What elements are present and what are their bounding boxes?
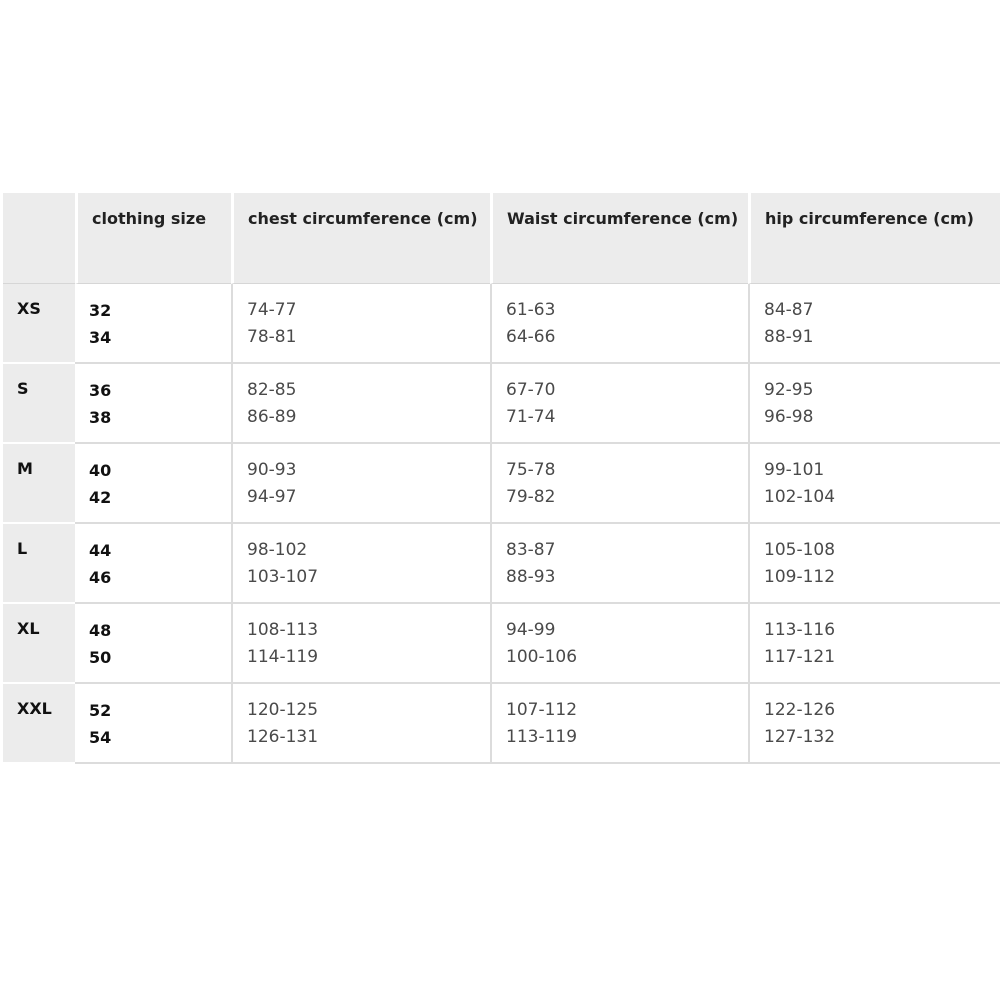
clothing-size-cell xyxy=(75,684,231,764)
clothing-size-value: 34 xyxy=(89,328,112,347)
size-label-cell: L xyxy=(3,524,75,604)
clothing-size-value: 42 xyxy=(89,488,112,507)
hip-value: 102-104 xyxy=(764,487,836,507)
clothing-size-value: 48 xyxy=(89,621,112,640)
clothing-size-value: 32 xyxy=(89,301,112,320)
chest-value: 108-113 xyxy=(247,620,319,640)
hip-cell xyxy=(748,284,1000,364)
waist-value: 79-82 xyxy=(506,487,556,507)
waist-value: 64-66 xyxy=(506,327,556,347)
size-chart-table xyxy=(3,193,1000,764)
waist-value: 107-112 xyxy=(506,700,578,720)
hip-value: 122-126 xyxy=(764,700,836,720)
chest-value: 82-85 xyxy=(247,380,297,400)
hip-value: 127-132 xyxy=(764,727,836,747)
clothing-size-cell xyxy=(75,284,231,364)
hip-cell xyxy=(748,684,1000,764)
table-row xyxy=(3,524,1000,604)
clothing-size-value: 40 xyxy=(89,461,112,480)
header-hip-circumference: hip circumference (cm) xyxy=(748,193,1000,284)
header-chest-circumference: chest circumference (cm) xyxy=(231,193,490,284)
size-label-cell: XXL xyxy=(3,684,75,764)
chest-value: 90-93 xyxy=(247,460,297,480)
waist-value: 113-119 xyxy=(506,727,578,747)
clothing-size-value: 52 xyxy=(89,701,112,720)
hip-value: 105-108 xyxy=(764,540,836,560)
size-label-cell: XS xyxy=(3,284,75,364)
chest-cell xyxy=(231,444,490,524)
chest-value: 103-107 xyxy=(247,567,319,587)
chest-value: 94-97 xyxy=(247,487,297,507)
waist-value: 94-99 xyxy=(506,620,556,640)
header-waist-circumference: Waist circumference (cm) xyxy=(490,193,748,284)
clothing-size-cell xyxy=(75,524,231,604)
table-row xyxy=(3,364,1000,444)
waist-cell xyxy=(490,284,748,364)
waist-value: 88-93 xyxy=(506,567,556,587)
chest-value: 120-125 xyxy=(247,700,319,720)
clothing-size-value: 36 xyxy=(89,381,112,400)
hip-cell xyxy=(748,604,1000,684)
table-body xyxy=(3,284,1000,764)
size-label-cell: M xyxy=(3,444,75,524)
table-row xyxy=(3,604,1000,684)
chest-value: 74-77 xyxy=(247,300,297,320)
hip-value: 88-91 xyxy=(764,327,814,347)
hip-value: 92-95 xyxy=(764,380,814,400)
waist-value: 71-74 xyxy=(506,407,556,427)
waist-value: 83-87 xyxy=(506,540,556,560)
chest-value: 98-102 xyxy=(247,540,308,560)
hip-cell xyxy=(748,524,1000,604)
clothing-size-value: 50 xyxy=(89,648,112,667)
hip-value: 99-101 xyxy=(764,460,825,480)
chest-value: 114-119 xyxy=(247,647,319,667)
waist-value: 75-78 xyxy=(506,460,556,480)
chest-value: 126-131 xyxy=(247,727,319,747)
clothing-size-cell xyxy=(75,444,231,524)
clothing-size-value: 44 xyxy=(89,541,112,560)
hip-cell xyxy=(748,444,1000,524)
waist-value: 67-70 xyxy=(506,380,556,400)
waist-cell xyxy=(490,604,748,684)
hip-value: 84-87 xyxy=(764,300,814,320)
waist-value: 61-63 xyxy=(506,300,556,320)
clothing-size-value: 38 xyxy=(89,408,112,427)
clothing-size-value: 46 xyxy=(89,568,112,587)
table-row xyxy=(3,684,1000,764)
size-label-cell: S xyxy=(3,364,75,444)
clothing-size-cell xyxy=(75,604,231,684)
chest-value: 86-89 xyxy=(247,407,297,427)
size-label-cell: XL xyxy=(3,604,75,684)
hip-cell xyxy=(748,364,1000,444)
table-row xyxy=(3,284,1000,364)
waist-cell xyxy=(490,524,748,604)
chest-cell xyxy=(231,524,490,604)
waist-value: 100-106 xyxy=(506,647,578,667)
clothing-size-cell xyxy=(75,364,231,444)
table-row xyxy=(3,444,1000,524)
hip-value: 113-116 xyxy=(764,620,836,640)
header-clothing-size: clothing size xyxy=(75,193,231,284)
hip-value: 96-98 xyxy=(764,407,814,427)
header-row xyxy=(3,193,1000,284)
clothing-size-value: 54 xyxy=(89,728,112,747)
hip-value: 109-112 xyxy=(764,567,836,587)
hip-value: 117-121 xyxy=(764,647,836,667)
chest-value: 78-81 xyxy=(247,327,297,347)
chest-cell xyxy=(231,684,490,764)
waist-cell xyxy=(490,444,748,524)
chest-cell xyxy=(231,604,490,684)
waist-cell xyxy=(490,684,748,764)
header-label-blank xyxy=(3,193,75,284)
waist-cell xyxy=(490,364,748,444)
chest-cell xyxy=(231,364,490,444)
chest-cell xyxy=(231,284,490,364)
